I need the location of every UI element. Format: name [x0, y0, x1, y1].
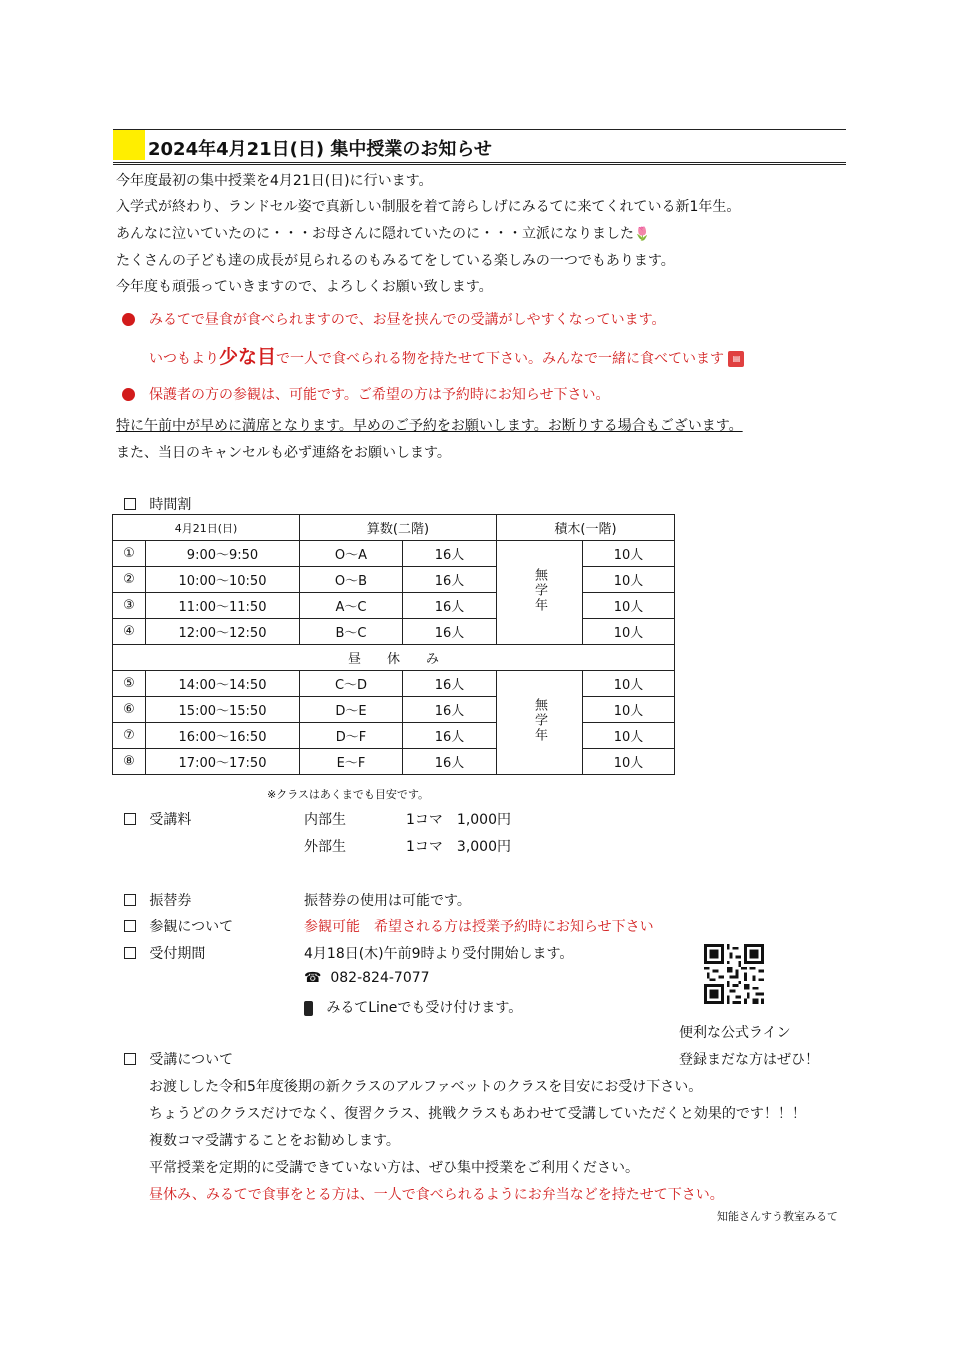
- checkbox-icon: [124, 1053, 136, 1065]
- checkbox-icon: [124, 894, 136, 906]
- phone-icon: ☎: [304, 970, 322, 986]
- fee-heading: [124, 809, 191, 829]
- slot-time: 15:00〜15:50: [146, 697, 300, 723]
- slot-time: 10:00〜10:50: [146, 567, 300, 593]
- slot-class: B〜C: [300, 619, 403, 645]
- observe-heading: [124, 916, 233, 936]
- slot-block-capacity: 10人: [583, 749, 675, 775]
- slot-time: 16:00〜16:50: [146, 723, 300, 749]
- reception-line-line: [304, 997, 522, 1017]
- table-row: [113, 619, 675, 645]
- qr-code-icon: [704, 944, 764, 1004]
- slot-class: E〜F: [300, 749, 403, 775]
- slot-class: D〜F: [300, 723, 403, 749]
- notice-lunch-2-emphasis: 少な目: [219, 346, 277, 368]
- slot-time: 9:00〜9:50: [146, 541, 300, 567]
- slot-block-capacity: 10人: [583, 593, 675, 619]
- slot-math-capacity: 16人: [403, 697, 497, 723]
- intro-line-3: [116, 223, 650, 243]
- checkbox-icon: [124, 947, 136, 959]
- slot-math-capacity: 16人: [403, 749, 497, 775]
- slot-block-capacity: 10人: [583, 671, 675, 697]
- slot-block-capacity: 10人: [583, 697, 675, 723]
- slot-class: O〜A: [300, 541, 403, 567]
- reception-line: みるてLineでも受け付けます。: [326, 1000, 523, 1016]
- slot-block-capacity: 10人: [583, 619, 675, 645]
- fee-internal-label: 内部生: [304, 812, 346, 828]
- slot-number: ③: [113, 593, 146, 619]
- attend-lunch-note: 昼休み、みるてで食事をとる方は、一人で食べられるようにお弁当などを持たせて下さい。: [149, 1187, 724, 1203]
- notice-lunch-2-pre: いつもより: [149, 351, 219, 367]
- break-label: 昼 休 み: [113, 645, 675, 671]
- intro-line-4: たくさんの子ども達の成長が見られるのもみるてをしている楽しみの一つでもあります。: [116, 253, 675, 269]
- bullet-icon: [122, 388, 135, 401]
- fee-external-value: 1コマ 3,000円: [406, 839, 511, 855]
- reception-value: 4月18日(木)午前9時より受付開始します。: [304, 946, 574, 962]
- attend-line-4: 平常授業を定期的に受講できていない方は、ぜひ集中授業をご利用ください。: [149, 1160, 639, 1176]
- fee-external-label: 外部生: [304, 839, 346, 855]
- slot-math-capacity: 16人: [403, 723, 497, 749]
- reception-phone: 082-824-7077: [330, 970, 430, 986]
- slot-class: O〜B: [300, 567, 403, 593]
- voucher-value: 振替券の使用は可能です。: [304, 893, 471, 909]
- slot-class: A〜C: [300, 593, 403, 619]
- footer-school-name: 知能さんすう教室みるて: [717, 1210, 838, 1223]
- block-group-label: 無学年: [532, 568, 547, 613]
- fee-internal-value: 1コマ 1,000円: [406, 812, 511, 828]
- warning-morning: 特に午前中が早めに満席となります。早めのご予約をお願いします。お断りする場合もございます。: [116, 418, 743, 434]
- notice-lunch: [122, 309, 665, 329]
- slot-math-capacity: 16人: [403, 541, 497, 567]
- slot-class: C〜D: [300, 671, 403, 697]
- page-title: 2024年4月21日(日) 集中授業のお知らせ: [148, 139, 492, 160]
- voucher-heading: [124, 890, 191, 910]
- intro-line-3-text: あんなに泣いていたのに・・・お母さんに隠れていたのに・・・立派になりました: [116, 226, 634, 242]
- attend-heading: [124, 1049, 233, 1069]
- warning-cancel: また、当日のキャンセルも必ず連絡をお願いします。: [116, 445, 451, 461]
- observe-label: 参観について: [149, 919, 234, 935]
- title-marker: [113, 130, 145, 160]
- tulip-icon: 🌷: [634, 227, 651, 242]
- notice-lunch-2-post: で一人で食べられる物を持たせて下さい。みんなで一緒に食べています: [276, 351, 725, 367]
- slot-time: 12:00〜12:50: [146, 619, 300, 645]
- notice-lunch-2: [149, 342, 744, 369]
- slot-block-capacity: 10人: [583, 541, 675, 567]
- intro-line-5: 今年度も頑張っていきますので、よろしくお願い致します。: [116, 279, 493, 295]
- block-group-afternoon: [497, 671, 583, 775]
- slot-block-capacity: 10人: [583, 723, 675, 749]
- header-blocks: 積木(一階): [497, 515, 675, 541]
- table-note: ※クラスはあくまでも目安です。: [267, 788, 430, 801]
- table-row: [113, 749, 675, 775]
- bullet-icon: [122, 313, 135, 326]
- lunch-emoji-icon: ▤: [728, 351, 744, 367]
- slot-class: D〜E: [300, 697, 403, 723]
- attend-label: 受講について: [149, 1052, 234, 1068]
- qr-caption-1: 便利な公式ライン: [679, 1025, 791, 1041]
- reception-label: 受付期間: [149, 946, 206, 962]
- title-rule-bottom: [113, 162, 846, 165]
- intro-line-2: 入学式が終わり、ランドセル姿で真新しい制服を着て誇らしげにみるてに来てくれている新1年生。: [116, 199, 741, 215]
- qr-caption-2: 登録まだな方はぜひ！: [679, 1052, 819, 1068]
- slot-math-capacity: 16人: [403, 619, 497, 645]
- slot-number: ①: [113, 541, 146, 567]
- observe-value: 参観可能 希望される方は授業予約時にお知らせ下さい: [304, 919, 654, 935]
- slot-number: ⑧: [113, 749, 146, 775]
- attend-line-1: お渡しした令和5年度後期の新クラスのアルファベットのクラスを目安にお受け下さい。: [149, 1079, 703, 1095]
- slot-time: 11:00〜11:50: [146, 593, 300, 619]
- fee-label: 受講料: [149, 812, 192, 828]
- slot-time: 14:00〜14:50: [146, 671, 300, 697]
- checkbox-icon: [124, 920, 136, 932]
- reception-phone-line: [304, 970, 430, 986]
- slot-number: ②: [113, 567, 146, 593]
- table-row: [113, 723, 675, 749]
- slot-number: ⑥: [113, 697, 146, 723]
- block-group-label: 無学年: [532, 698, 547, 743]
- notice-lunch-text: みるてで昼食が食べられますので、お昼を挟んでの受講がしやすくなっています。: [149, 312, 666, 328]
- table-row: [113, 567, 675, 593]
- intro-line-1: 今年度最初の集中授業を4月21日(日)に行います。: [116, 173, 433, 189]
- notice-parents: [122, 384, 609, 404]
- title-rule-top: [113, 129, 846, 130]
- table-row: [113, 593, 675, 619]
- slot-number: ⑤: [113, 671, 146, 697]
- schedule-table: [112, 514, 675, 775]
- timetable-heading-text: 時間割: [149, 497, 192, 513]
- attend-line-2: ちょうどのクラスだけでなく、復習クラス、挑戦クラスもあわせて受講していただくと効果的です！！！: [149, 1106, 806, 1122]
- table-header-row: [113, 515, 675, 541]
- voucher-label: 振替券: [149, 893, 192, 909]
- header-date: 4月21日(日): [113, 515, 300, 541]
- slot-math-capacity: 16人: [403, 593, 497, 619]
- mobile-phone-icon: [304, 1001, 313, 1016]
- attend-line-3: 複数コマ受講することをお勧めします。: [149, 1133, 400, 1149]
- header-math: 算数(二階): [300, 515, 497, 541]
- break-row: [113, 645, 675, 671]
- table-row: [113, 697, 675, 723]
- slot-number: ④: [113, 619, 146, 645]
- reception-heading: [124, 943, 205, 963]
- block-group-morning: [497, 541, 583, 645]
- slot-math-capacity: 16人: [403, 671, 497, 697]
- notice-parents-text: 保護者の方の参観は、可能です。ご希望の方は予約時にお知らせ下さい。: [149, 387, 610, 403]
- checkbox-icon: [124, 498, 136, 510]
- slot-number: ⑦: [113, 723, 146, 749]
- table-row: [113, 541, 675, 567]
- slot-block-capacity: 10人: [583, 567, 675, 593]
- table-row: [113, 671, 675, 697]
- slot-time: 17:00〜17:50: [146, 749, 300, 775]
- slot-math-capacity: 16人: [403, 567, 497, 593]
- timetable-heading: [124, 494, 191, 514]
- checkbox-icon: [124, 813, 136, 825]
